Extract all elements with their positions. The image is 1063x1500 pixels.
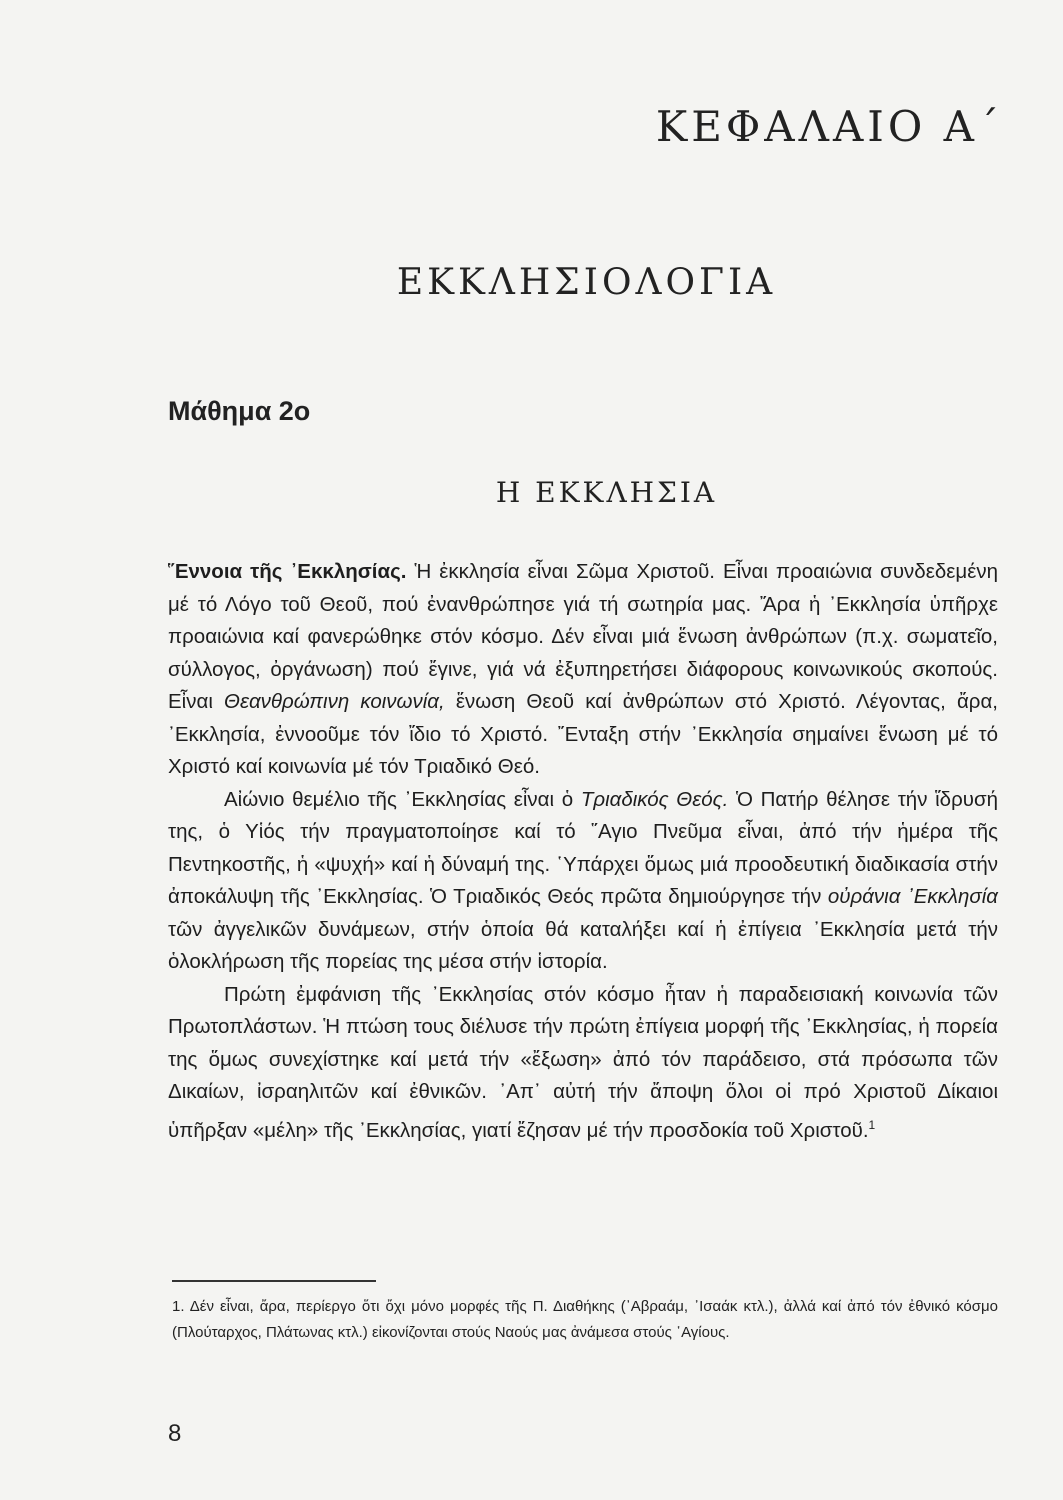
footnote-divider xyxy=(172,1280,376,1282)
emphasis-text: Θεανθρώπινη κοινωνία, xyxy=(224,690,445,713)
emphasis-text: οὐράνια ᾿Εκκλησία xyxy=(827,885,998,908)
paragraph-first-appearance xyxy=(168,979,998,1147)
body-text xyxy=(168,556,998,1147)
paragraph-text: Ὁ Πατήρ θέλησε τήν ἵδρυσή της, ὁ Υἱός τήν πραγματοποίησε καί τό ῞Αγιο Πνεῦμα εἶναι, ἀπό τήν ἡμέρα τῆς Πεντηκοστῆς, ἡ «ψυχή» καί ἡ δύναμή της. ῾Υπάρχει ὅμως μιά προοδευτική διαδικασία στήν ἀποκάλυψη τῆς ᾿Εκκλησίας. Ὁ Τριαδικός Θεός πρῶτα δημιούργησε τήν xyxy=(168,787,999,908)
term-heading: ῞Εννοια τῆς ᾿Εκκλησίας. xyxy=(168,560,407,583)
chapter-heading: ΚΕΦΑΛΑΙΟ Α΄ xyxy=(655,102,1003,151)
paragraph-concept xyxy=(168,556,998,784)
lesson-label: Μάθημα 2ο xyxy=(168,396,311,426)
topic-title: Η ΕΚΚΛΗΣΙΑ xyxy=(495,476,718,509)
paragraph-text: ἕνωση Θεοῦ καί ἀνθρώπων στό Χριστό. Λέγοντας, ἄρα, ᾿Εκκλησία, ἐννοοῦμε τόν ἴδιο τό Χριστό. ῎Ενταξη στήν ᾿Εκκλησία σημαίνει ἕνωση μέ τό Χριστό καί κοινωνία μέ τόν Τριαδικό Θεό. xyxy=(168,690,999,778)
footnote: 1. Δέν εἶναι, ἄρα, περίεργο ὅτι ὄχι μόνο μορφές τῆς Π. Διαθήκης (᾿Αβραάμ, ᾿Ισαάκ κτλ.), ἀλλά καί ἀπό τόν ἐθνικό κόσμο (Πλούταρχος, Πλάτωνας κτλ.) εἰκονίζονται στούς Ναούς μας ἀνάμεσα στούς ῾Αγίους. xyxy=(172,1298,998,1341)
paragraph-text: Ἡ ἐκκλησία εἶναι Σῶμα Χριστοῦ. Εἶναι προαιώνια συνδεδεμένη μέ τό Λόγο τοῦ Θεοῦ, πού ἐνανθρώπησε γιά τή σωτηρία μας. Ἄρα ἡ ᾿Εκκλησία ὑπῆρχε προαιώνια καί φανερώθηκε στόν κόσμο. Δέν εἶναι μιά ἕνωση ἀνθρώπων (π.χ. σωματεῖο, σύλλογος, ὀργάνωση) πού ἔγινε, γιά νά ἐξυπηρετήσει διάφορους κοινωνικούς σκοπούς. Εἶναι xyxy=(168,560,998,713)
paragraph-text: Πρώτη ἐμφάνιση τῆς ᾿Εκκλησίας στόν κόσμο ἦταν ἡ παραδεισιακή κοινωνία τῶν Πρωτοπλάστων. Ἡ πτώση τους διέλυσε τήν πρώτη ἐπίγεια μορφή τῆς ᾿Εκκλησίας, ἡ πορεία της ὅμως συνεχίστηκε καί μετά τήν «ἔξωση» ἀπό τόν παράδεισο, στά πρόσωπα τῶν Δικαίων, ἰσραηλιτῶν καί ἐθνικῶν. ᾿Απ᾿ αὐτή τήν ἄποψη ὅλοι οἱ πρό Χριστοῦ Δίκαιοι ὑπῆρξαν «μέλη» τῆς ᾿Εκκλησίας, γιατί ἔζησαν μέ τήν προσδοκία τοῦ Χριστοῦ. xyxy=(168,982,998,1142)
section-title: ΕΚΚΛΗΣΙΟΛΟΓΙΑ xyxy=(396,262,777,303)
paragraph-text: τῶν ἀγγελικῶν δυνάμεων, στήν ὁποία θά καταλήξει καί ἡ ἐπίγεια ᾿Εκκλησία μετά τήν ὁλοκλήρωση τῆς πορείας της μέσα στήν ἱστορία. xyxy=(168,917,998,973)
paragraph-foundation xyxy=(168,784,998,979)
footnote-marker: 1 xyxy=(868,1117,876,1132)
paragraph-text: Αἰώνιο θεμέλιο τῆς ᾿Εκκλησίας εἶναι ὁ xyxy=(224,787,581,811)
page-number: 8 xyxy=(168,1420,182,1447)
emphasis-text: Τριαδικός Θεός. xyxy=(580,787,729,811)
